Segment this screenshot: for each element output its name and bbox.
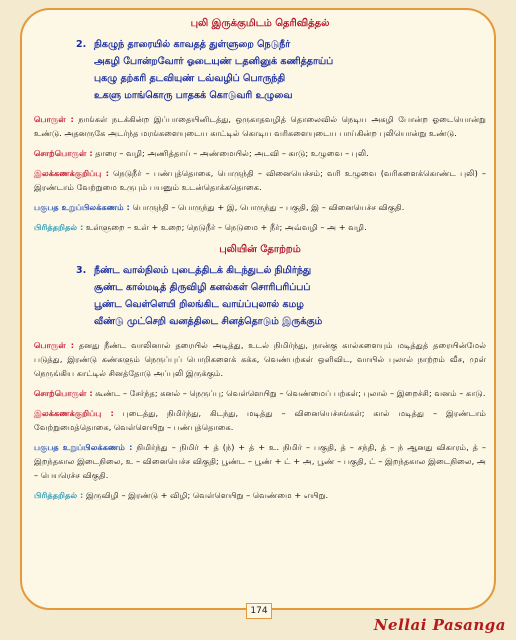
parse-paragraph-1 [34, 200, 486, 214]
grammar-text: நெடுநீர் – பண்புத்தொகை, பொருந்தி – வினையெச்சம்; வரி உழுவை (வரிகளைக்கொண்ட புலி) – இரண்டாம் வேற்றுமை உருபும் பயனும் உடன்தொக்கதொகை. [34, 168, 486, 192]
words-label: சொற்பொருள் : [34, 388, 93, 398]
split-paragraph-2 [34, 488, 486, 502]
split-label: பிரித்தறிதல் : [34, 490, 84, 500]
verse-line: உகளு மாங்கொரு பாதகக் கொடுவரி உழுவை [94, 90, 293, 101]
verse-number: 3. [76, 265, 87, 276]
meaning-text: நாங்கள் நடக்கின்ற இப்பாதையினிடத்து, ஒருகாதவழித் தொலைவில் நெடிய அகழி போன்ற ஓடையொன்று உண்டு. அதனருகே அடர்ந்த மரங்களையுடைய காட்டில் கொடிய வரிகளையுடைய பாய்கின்ற புலியொன்று உண்டு. [34, 114, 486, 138]
split-paragraph-1 [34, 220, 486, 234]
page-number: 174 [246, 603, 272, 619]
meaning-text: தனது நீண்ட வாலினால் தரையில் அடித்து, உடல் நிமிர்ந்து, நான்கு கால்களையும் மடித்துத் தரையின்மேல் படுத்து, இரண்டு கண்களும் நெருப்புப் பொறிகளைக் கக்க, வெண்பற்கள் ஒளிவிட, வாயில் புலால் நாற்றம் வீச, முள் நெருங்கிய காட்டில் சினத்தோடு அப்புலி இருக்கும். [34, 340, 486, 378]
words-text: தாரை – வழி; அணித்தாய் – அண்மையில்; அடவி – காடு; உழுவை – புலி. [95, 148, 369, 158]
meaning-label: பொருள் : [34, 114, 74, 124]
verse-block-2 [76, 262, 486, 330]
verse-line: புகழு தற்கரி தடவியுண் டவ்வழிப் பொருந்தி [94, 73, 286, 84]
grammar-paragraph-1 [34, 166, 486, 194]
words-paragraph-1 [34, 146, 486, 160]
words-text: கூண்ட – சேர்ந்த; கனல் – நெருப்பு; வெள்ளெயிறு – வெண்மைப் பற்கள்; புலால் – இறைச்சி; வனம் – காடு. [95, 388, 486, 398]
verse-number: 2. [76, 39, 87, 50]
meaning-paragraph-2 [34, 338, 486, 380]
verse-line: பூண்ட வெள்ளெயி றிலங்கிட வாய்ப்புலால் கமழ [94, 299, 304, 310]
parse-label: பகுபத உறுப்பிலக்கணம் : [34, 442, 133, 452]
words-paragraph-2 [34, 386, 486, 400]
grammar-paragraph-2 [34, 406, 486, 434]
section-heading-1: புலி இருக்குமிடம் தெரிவித்தல் [190, 18, 330, 29]
verse-line: வீண்டு முட்செறி வனத்திடை சினத்தொடும் இருக்கும் [94, 316, 323, 327]
verse-text: நிகழுந் தாரையில் காவதத் துள்ளுறை நெடுநீர் [94, 39, 291, 50]
verse-line: அகழி போன்றவோர் ஓடையுண் டதனினுக் கணித்தாய்ப் [94, 56, 334, 67]
verse-block-1 [76, 36, 486, 104]
split-text: உள்ளுறை – உள் + உறை; நெடுநீர் – நெடுமை + நீர்; அவ்வழி – அ + வழி. [85, 222, 367, 232]
page-content [34, 16, 486, 502]
split-label: பிரித்தறிதல் : [34, 222, 84, 232]
verse-line: சூண்ட கால்மடித் திருவிழி கனல்கள் சொரிபரிப்பப் [94, 282, 311, 293]
watermark-logo: Nellai Pasanga [373, 616, 506, 634]
verse-text: நீண்ட வால்நிலம் புடைத்திடக் கிடந்துடல் நிமிர்ந்து [94, 265, 312, 276]
section-heading-2: புலியின் தோற்றம் [219, 244, 301, 255]
parse-paragraph-2 [34, 440, 486, 482]
parse-text: நிமிர்ந்து – நிமிர் + த் (ந்) + த் + உ. நிமிர் – பகுதி, த் – சந்தி, த் – ந் ஆனது விகாரம், த் – இறந்தகால இடைநிலை, உ – வினையெச்ச விகுதி; பூண்ட – பூண் + ட் + அ, பூண் – பகுதி, ட் – இறந்தகால இடைநிலை, அ – பெயரெச்ச விகுதி. [34, 442, 486, 480]
grammar-label: இலக்கணக்குறிப்பு : [34, 168, 109, 178]
parse-label: பகுபத உறுப்பிலக்கணம் : [34, 202, 130, 212]
meaning-label: பொருள் : [34, 340, 75, 350]
verse-line [76, 36, 486, 53]
words-label: சொற்பொருள் : [34, 148, 93, 158]
parse-text: பொருந்தி – பொருந்து + இ, பொருந்து – பகுதி, இ – வினையெச்ச விகுதி. [132, 202, 405, 212]
grammar-text: புடைத்து, நிமிர்ந்து, கிடந்து, மடித்து – வினையெச்சங்கள்; கால் மடித்து – இரண்டாம் வேற்றுமைத்தொகை, வெள்ளெயிறு – பண்புத்தொகை. [34, 408, 487, 432]
grammar-label: இலக்கணக்குறிப்பு : [34, 408, 114, 418]
meaning-paragraph-1 [34, 112, 486, 140]
verse-line [76, 262, 486, 279]
split-text: இருவிழி – இரண்டு + விழி; வெள்ளெயிறு – வெண்மை + எயிறு. [85, 490, 329, 500]
